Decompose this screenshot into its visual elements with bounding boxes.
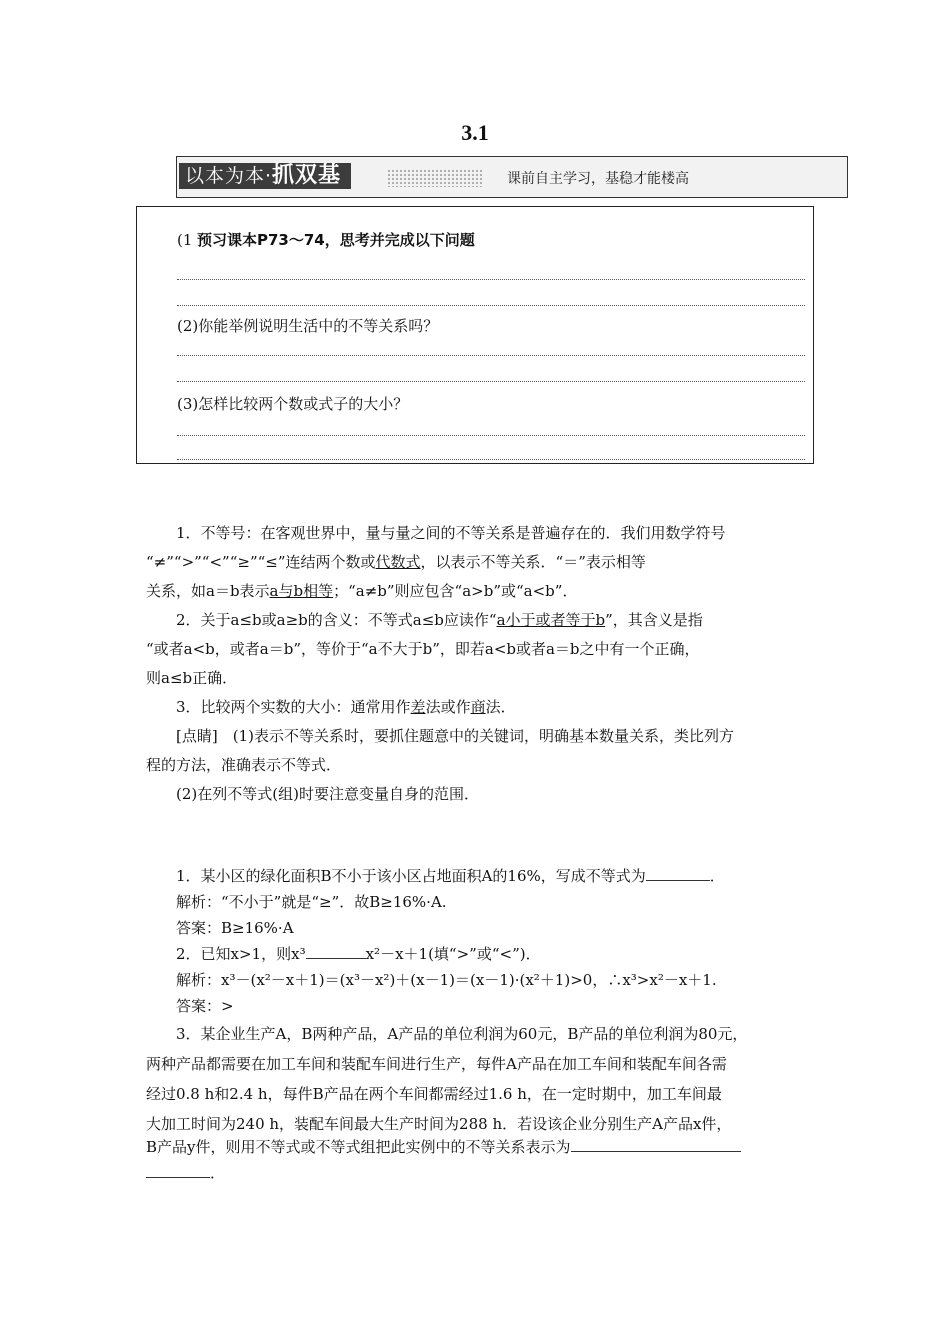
- answer-line: [177, 279, 805, 280]
- question-3: (3)怎样比较两个数或式子的大小？: [177, 395, 409, 413]
- text: x²－x＋1(填“>”或“<”)．: [365, 945, 541, 963]
- answer-blank: [146, 1163, 210, 1178]
- banner-label: [179, 163, 351, 189]
- underlined-answer: a小于或者等于b: [496, 611, 606, 629]
- knowledge-item-2-line-1: [176, 609, 703, 630]
- text: B产品y件，则用不等式或不等式组把此实例中的不等关系表示为: [146, 1138, 571, 1156]
- answer-blank: [646, 866, 710, 881]
- answer-line: [177, 305, 805, 306]
- tip-line-1: [点睛] (1)表示不等关系时，要抓住题意中的关键词，明确基本数量关系，类比列方: [176, 727, 734, 745]
- banner-label-part1: 以本为本·: [185, 165, 273, 187]
- answer-blank: [571, 1137, 741, 1152]
- answer-line: [177, 435, 805, 436]
- answer-line: [177, 355, 805, 356]
- knowledge-item-2-line-2: “或者a<b，或者a＝b”，等价于“a不大于b”，即若a<b或者a＝b之中有一个正确，: [146, 640, 700, 658]
- text: 3．比较两个实数的大小：通常用作: [176, 698, 411, 716]
- exercise-1: [176, 865, 725, 886]
- text: 法或作: [425, 698, 471, 716]
- exercise-1-answer: 答案：B≥16%·A: [176, 919, 294, 937]
- underlined-answer: 商: [470, 698, 486, 716]
- exercise-3-line-2: 两种产品都需要在加工车间和装配车间进行生产，每件A产品在加工车间和装配车间各需: [146, 1055, 727, 1073]
- exercise-1-solution: 解析：“不小于”就是“≥”．故B≥16%·A.: [176, 893, 447, 911]
- exercise-3-line-1: 3．某企业生产A，B两种产品，A产品的单位利润为60元，B产品的单位利润为80元，: [176, 1025, 748, 1043]
- exercise-2-solution: 解析：x³－(x²－x＋1)＝(x³－x²)＋(x－1)＝(x－1)·(x²＋1)>0，∴x³>x²－x＋1.: [176, 971, 717, 989]
- knowledge-item-1-line-3: [146, 580, 577, 601]
- exercise-2: [176, 943, 541, 964]
- text: ．: [709, 867, 725, 885]
- exercise-3-line-4: 大加工时间为240 h，装配车间最大生产时间为288 h．若设该企业分别生产A产品x件，: [146, 1115, 732, 1133]
- knowledge-item-1-line-1: 1．不等号：在客观世界中，量与量之间的不等关系是普遍存在的．我们用数学符号: [176, 524, 726, 542]
- text: “≠”“>”“<”“≥”“≤”连结两个数或: [146, 553, 376, 571]
- exercise-2-answer: 答案：>: [176, 997, 234, 1015]
- question-2: (2)你能举例说明生活中的不等关系吗？: [177, 317, 439, 335]
- answer-line: [177, 381, 805, 382]
- banner-subtitle: 课前自主学习，基稳才能楼高: [507, 171, 689, 187]
- exercise-3-line-6: [146, 1162, 225, 1183]
- text: 2．关于a≤b或a≥b的含义：不等式a≤b应读作“: [176, 611, 497, 629]
- text: ，以表示不等关系．“＝”表示相等: [420, 553, 646, 571]
- exercise-3-line-3: 经过0.8 h和2.4 h，每件B产品在两个车间都需经过1.6 h，在一定时期中，加工车间最: [146, 1085, 722, 1103]
- underlined-answer: 差: [410, 698, 426, 716]
- question-1-prefix: (1: [177, 231, 193, 249]
- answer-blank: [306, 944, 366, 959]
- underlined-answer: a与b相等: [269, 582, 334, 600]
- answer-line: [177, 459, 805, 460]
- text: ；“a≠b”则应包含“a>b”或“a<b”．: [333, 582, 578, 600]
- exercise-3-line-5: [146, 1136, 741, 1157]
- banner-label-part2: 抓双基: [272, 163, 342, 188]
- text: 关系，如a＝b表示: [146, 582, 270, 600]
- text: 1．某小区的绿化面积B不小于该小区占地面积A的16%，写成不等式为: [176, 867, 646, 885]
- text: 法．: [485, 698, 516, 716]
- text: 2．已知x>1，则x³: [176, 945, 306, 963]
- underlined-answer: 代数式: [375, 553, 421, 571]
- tip-line-2: 程的方法，准确表示不等式．: [146, 756, 342, 774]
- preview-box: [136, 206, 814, 464]
- knowledge-item-1-line-2: [146, 551, 646, 572]
- preview-heading: 预习课本P73～74，思考并完成以下问题: [197, 231, 475, 249]
- knowledge-item-3: [176, 696, 516, 717]
- tip-line-3: (2)在列不等式(组)时要注意变量自身的范围．: [176, 785, 479, 803]
- text: ”，其含义是指: [605, 611, 703, 629]
- text: ．: [210, 1164, 226, 1182]
- banner-dot-pattern: [387, 169, 482, 187]
- knowledge-item-2-line-3: 则a≤b正确．: [146, 669, 238, 687]
- page-title: 3.1: [461, 120, 489, 145]
- section-banner: [176, 156, 848, 198]
